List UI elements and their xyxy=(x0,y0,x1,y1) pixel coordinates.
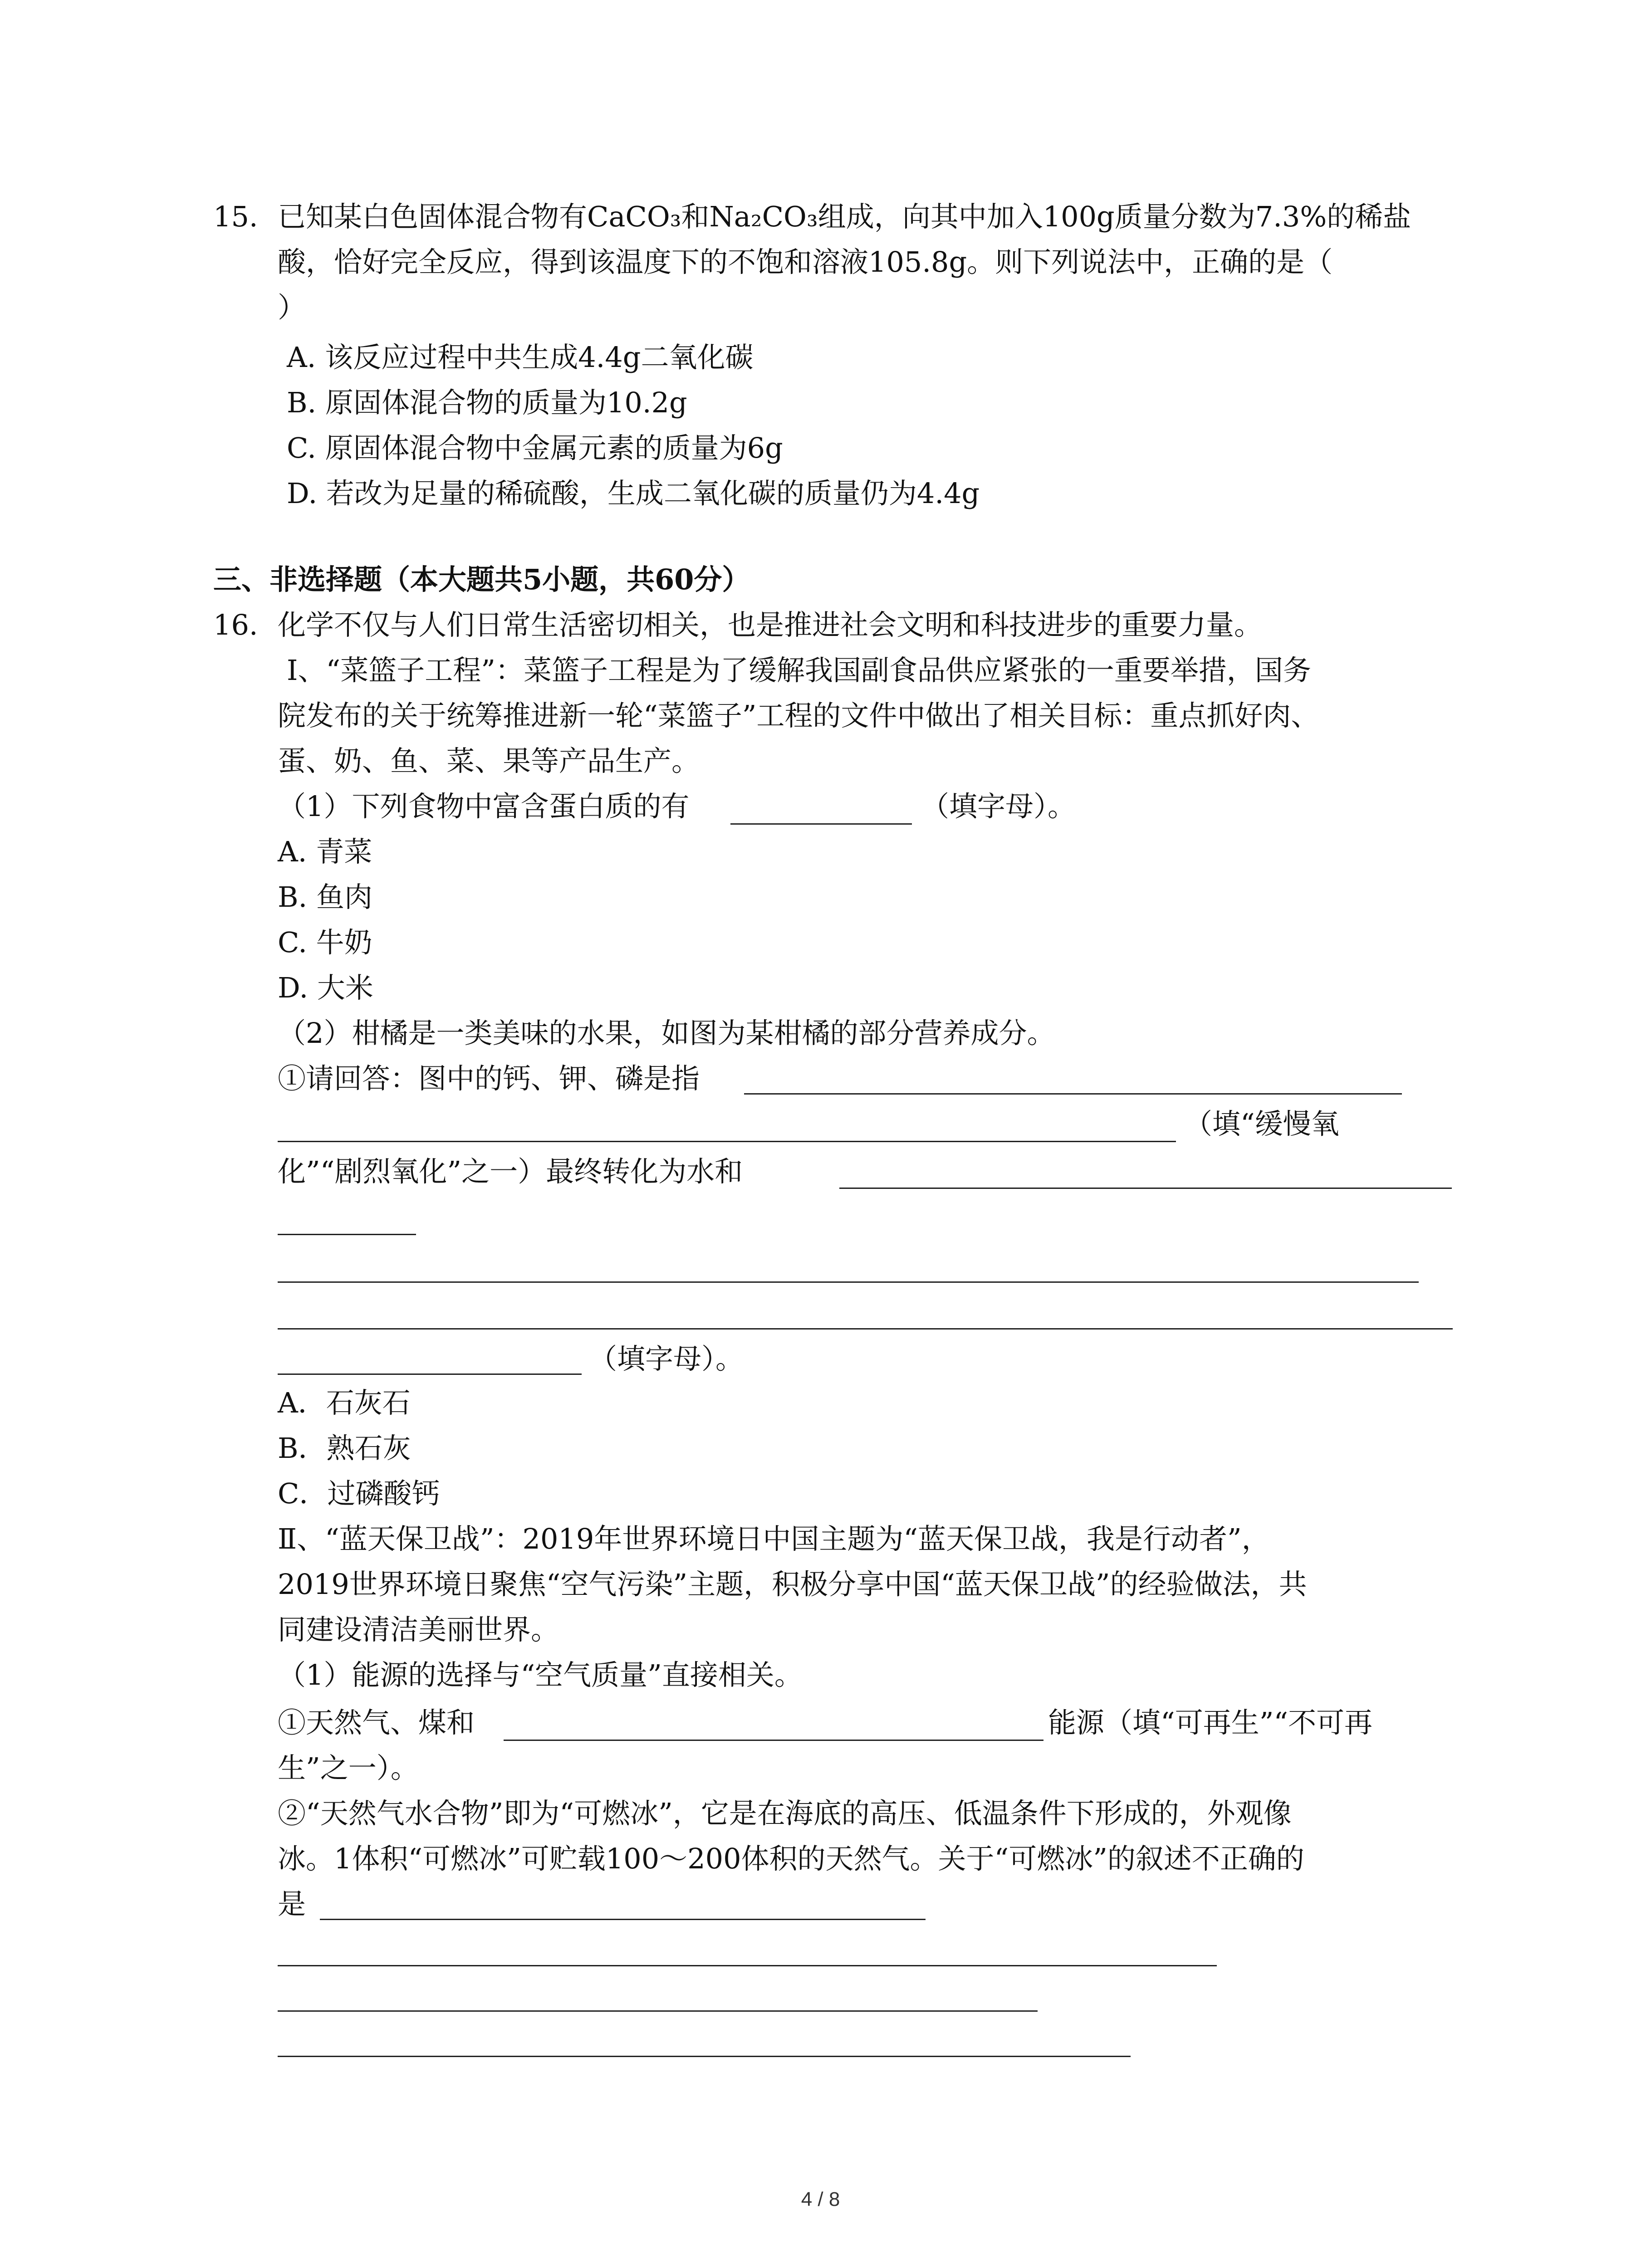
q16-part2-line1: Ⅱ、“蓝天保卫战”：2019年世界环境日中国主题为“蓝天保卫战，我是行动者”， xyxy=(278,1522,1270,1555)
q16-intro: 化学不仅与人们日常生活密切相关，也是推进社会文明和科技进步的重要力量。 xyxy=(278,608,1263,641)
q16-part2-line2: 2019世界环境日聚焦“空气污染”主题，积极分享中国“蓝天保卫战”的经验做法，共 xyxy=(278,1568,1307,1601)
p1q2-option-c: C．过磷酸钙 xyxy=(278,1477,440,1510)
p1q2-line3: 化”“剧烈氧化”之一）最终转化为水和 xyxy=(278,1155,743,1188)
p1q2-option-b: B．熟石灰 xyxy=(278,1432,411,1465)
p2q1-b-line1: ②“天然气水合物”即为“可燃冰”，它是在海底的高压、低温条件下形成的，外观像 xyxy=(278,1797,1292,1830)
p2q1-b-line2: 冰。1体积“可燃冰”可贮载100～200体积的天然气。关于“可燃冰”的叙述不正确的 xyxy=(278,1842,1304,1875)
p1q2-option-a: A．石灰石 xyxy=(278,1386,411,1419)
p2q1-a-line2: 生”之一）。 xyxy=(278,1751,419,1784)
p2q1-text: （1）能源的选择与“空气质量”直接相关。 xyxy=(278,1658,803,1691)
q15-option-a: A. 该反应过程中共生成4.4g二氧化碳 xyxy=(287,341,754,374)
q15-number: 15. xyxy=(213,200,258,233)
p1q2-a-blank-1[interactable] xyxy=(744,1093,1402,1095)
p1q2-b-blank-2[interactable] xyxy=(278,1234,416,1235)
q15-stem-line1: 已知某白色固体混合物有CaCO₃和Na₂CO₃组成，向其中加入100g质量分数为7.3%的稀盐 xyxy=(278,200,1411,233)
p2q1-a-suffix: 能源（填“可再生”“不可再 xyxy=(1048,1706,1373,1739)
p1q2-a-prefix: ①请回答：图中的钙、钾、磷是指 xyxy=(278,1062,700,1095)
q15-option-c: C. 原固体混合物中金属元素的质量为6g xyxy=(287,431,783,464)
p1q2-c-blank-2[interactable] xyxy=(278,1328,1453,1330)
p2q1-a-blank[interactable] xyxy=(504,1740,1043,1741)
p2q1-b-line3: 是 xyxy=(278,1887,306,1921)
q16-part1-line2: 院发布的关于统筹推进新一轮“菜篮子”工程的文件中做出了相关目标：重点抓好肉、 xyxy=(278,699,1319,732)
section-heading: 三、非选择题（本大题共5小题，共60分） xyxy=(213,563,750,596)
p1q2-fill-hint: （填“缓慢氧 xyxy=(1184,1107,1339,1140)
q16-part2-line3: 同建设清洁美丽世界。 xyxy=(278,1613,559,1646)
p1q1-option-a: A. 青菜 xyxy=(278,835,372,868)
q16-part1-line3: 蛋、奶、鱼、菜、果等产品生产。 xyxy=(278,744,700,777)
q16-number: 16. xyxy=(213,608,258,641)
p1q1-suffix: （填字母）。 xyxy=(921,790,1076,823)
p1q1-answer-blank[interactable] xyxy=(730,823,912,825)
p1q1-option-b: B. 鱼肉 xyxy=(278,880,372,914)
q16-part1-line1: Ⅰ、“菜篮子工程”：菜篮子工程是为了缓解我国副食品供应紧张的一重要举措，国务 xyxy=(287,654,1311,687)
p1q2-c-blank-3[interactable] xyxy=(278,1374,582,1375)
p1q2-a-blank-2[interactable] xyxy=(278,1141,1176,1142)
p2q1-b-blank-3[interactable] xyxy=(278,2010,1038,2012)
p1q1-prefix: （1）下列食物中富含蛋白质的有 xyxy=(278,790,690,823)
page-number: 4 / 8 xyxy=(801,2188,840,2210)
p2q1-b-blank-4[interactable] xyxy=(278,2056,1131,2057)
p2q1-b-blank-1[interactable] xyxy=(320,1919,926,1920)
p1q2-text: （2）柑橘是一类美味的水果，如图为某柑橘的部分营养成分。 xyxy=(278,1017,1055,1050)
q15-option-b: B. 原固体混合物的质量为10.2g xyxy=(287,386,687,419)
p1q2-fill-letter: （填字母）。 xyxy=(589,1342,744,1375)
p1q1-option-d: D. 大米 xyxy=(278,971,373,1004)
p1q2-c-blank-1[interactable] xyxy=(278,1281,1419,1283)
p1q2-b-blank-1[interactable] xyxy=(839,1188,1452,1189)
q15-stem-line3: ） xyxy=(278,291,306,324)
q15-stem-line2: 酸，恰好完全反应，得到该温度下的不饱和溶液105.8g。则下列说法中，正确的是（ xyxy=(278,245,1333,279)
p2q1-b-blank-2[interactable] xyxy=(278,1965,1217,1966)
p1q1-option-c: C. 牛奶 xyxy=(278,926,372,959)
p2q1-a-prefix: ①天然气、煤和 xyxy=(278,1706,475,1739)
q15-option-d: D. 若改为足量的稀硫酸，生成二氧化碳的质量仍为4.4g xyxy=(287,477,980,510)
